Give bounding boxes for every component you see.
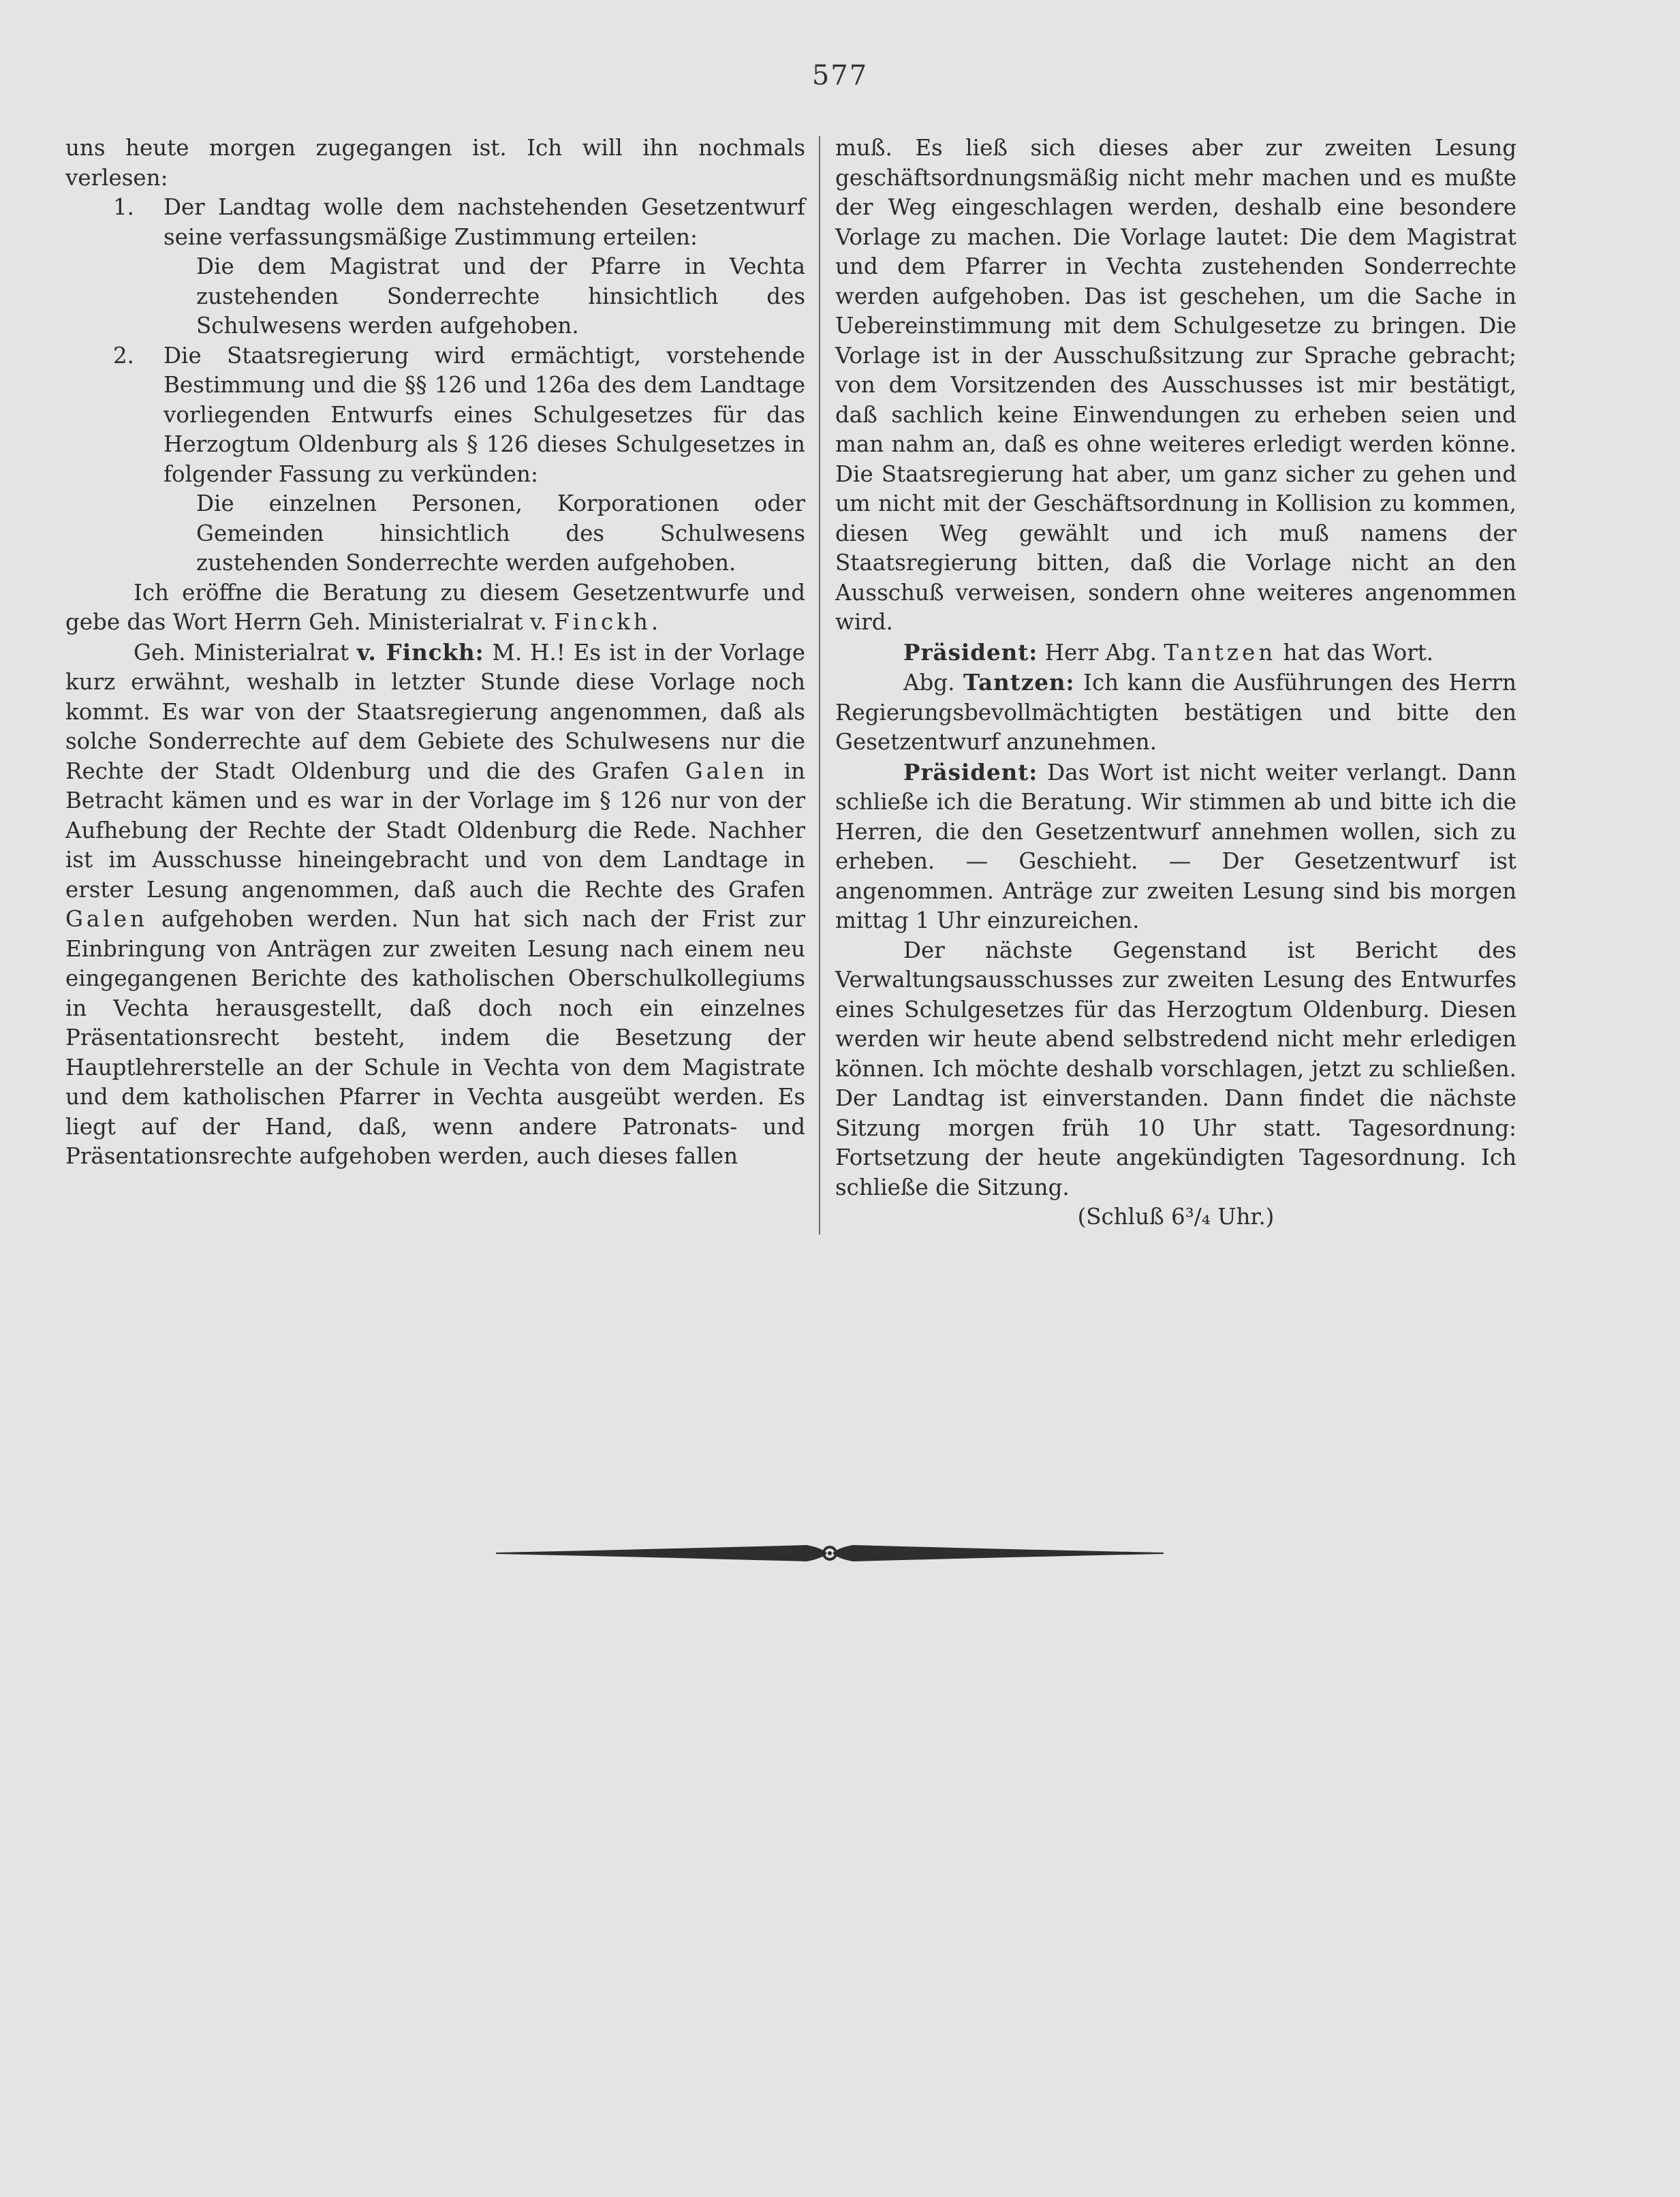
president-paragraph-1: [835, 638, 1516, 668]
left-column: [65, 134, 805, 1172]
president-label-1: Präsident:: [903, 638, 1038, 666]
opening-end: .: [651, 609, 659, 635]
continuation-paragraph: muß. Es ließ sich dieses aber zur zweiten Lesung geschäftsordnungsmäßig nicht mehr machen und es mußte der Weg eingeschlagen werden, deshalb eine besondere Vorlage zu machen. Die Vorlage lautet: Die dem Magistrat und dem Pfarrer in Vechta zustehenden Sonderrechte werden aufgehoben. Das ist geschehen, um die Sache in Uebereinstimmung mit dem Schulgesetze zu bringen. Die Vorlage ist in der Ausschußsitzung zur Sprache gebracht; von dem Vorsitzenden des Ausschusses ist mir bestätigt, daß sachlich keine Einwendungen zu erheben seien und man nahm an, daß es ohne weiteres erledigt werden könne. Die Staatsregierung hat aber, um ganz sicher zu gehen und um nicht mit der Geschäftsordnung in Kollision zu kommen, diesen Weg gewählt und ich muß namens der Staatsregierung bitten, daß die Vorlage nicht an den Ausschuß verweisen, sondern ohne weiteres angenommen wird.: [835, 135, 1516, 635]
quote-1: Die dem Magistrat und der Pfarre in Vechta zustehenden Sonderrechte hinsichtlich des Schulwesens werden aufgehoben.: [196, 253, 805, 339]
speech-paragraph: [65, 638, 805, 1172]
opening-text: Ich eröffne die Beratung zu diesem Gesetzentwurfe und gebe das Wort Herrn Geh. Ministerialrat v.: [65, 579, 805, 635]
list-number-2: 2.: [113, 342, 135, 369]
president-label-2: Präsident:: [903, 758, 1038, 785]
abg-text: Ich kann die Ausführungen des Herrn Regierungsbevollmächtigten bestätigen und bitte den Gesetzentwurf anzunehmen.: [835, 670, 1516, 755]
column-rule: [819, 136, 820, 1234]
next-item-paragraph: Der nächste Gegenstand ist Bericht des Verwaltungsausschusses zur zweiten Lesung des Entwurfes eines Schulgesetzes für das Herzogtum Oldenburg. Diesen werden wir heute abend selbstredend nicht mehr erledigen können. Ich möchte deshalb vorschlagen, jetzt zu schließen. Der Landtag ist einverstanden. Dann findet die nächste Sitzung morgen früh 10 Uhr statt. Tagesordnung: Fortsetzung der heute angekündigten Tagesordnung. Ich schließe die Sitzung.: [835, 937, 1516, 1200]
closing-note: (Schluß 6³/₄ Uhr.): [1077, 1204, 1275, 1230]
list-text-1: Der Landtag wolle dem nachstehenden Gesetzentwurf seine verfassungsmäßige Zustimmung erteilen:: [164, 194, 805, 250]
intro-paragraph: uns heute morgen zugegangen ist. Ich will ihn nochmals verlesen:: [65, 135, 805, 191]
speaker-title: Geh. Ministerialrat: [134, 639, 349, 666]
president-paragraph-2: [835, 758, 1516, 936]
abg-paragraph: [835, 668, 1516, 758]
ornament-divider-icon: [496, 1533, 1164, 1574]
abg-name: Tantzen:: [963, 669, 1075, 696]
president-text-2: Das Wort ist nicht weiter verlangt. Dann schließe ich die Beratung. Wir stimmen ab und bitte ich die Herren, die den Gesetzentwurf annehmen wollen, sich zu erheben. — Geschieht. — Der Gesetzentwurf ist angenommen. Anträge zur zweiten Lesung sind bis morgen mittag 1 Uhr einzureichen.: [835, 759, 1516, 933]
president-text-1b: hat das Wort.: [1283, 639, 1434, 666]
list-number-1: 1.: [113, 194, 135, 220]
opening-name: Finckh: [554, 609, 651, 635]
abg-label: Abg.: [903, 670, 955, 696]
list-item-1: [65, 193, 805, 252]
opening-paragraph: [65, 578, 805, 638]
quote-2: Die einzelnen Personen, Korporationen oder Gemeinden hinsichtlich des Schulwesens zustehenden Sonderrechte werden aufgehoben.: [196, 490, 805, 576]
president-text-1a: Herr Abg.: [1044, 639, 1157, 666]
right-column: [835, 134, 1516, 1232]
list-text-2: Die Staatsregierung wird ermächtigt, vorstehende Bestimmung und die §§ 126 und 126a des dem Landtage vorliegenden Entwurfs eines Schulgesetzes für das Herzogtum Oldenburg als § 126 dieses Schulgesetzes in folgender Fassung zu verkünden:: [164, 342, 805, 487]
page-number: 577: [811, 60, 869, 91]
speech-name-2: Galen: [65, 906, 148, 932]
speech-text-mid: in Betracht kämen und es war in der Vorlage im § 126 nur von der Aufhebung der Rechte der Stadt Oldenburg die Rede. Nachher ist im Ausschusse hineingebracht und von dem Landtage in erster Lesung angenommen, daß auch die Rechte des Grafen: [65, 758, 805, 903]
speech-text-end: aufgehoben werden. Nun hat sich nach der Frist zur Einbringung von Anträgen zur zweiten Lesung nach einem neu eingegangenen Berichte des katholischen Oberschulkollegiums in Vechta herausgestellt, daß doch noch ein einzelnes Präsentationsrecht besteht, indem die Besetzung der Hauptlehrerstelle an der Schule in Vechta von dem Magistrate und dem katholischen Pfarrer in Vechta ausgeübt werden. Es liegt auf der Hand, daß, wenn andere Patronats- und Präsentationsrechte aufgehoben werden, auch dieses fallen: [65, 906, 805, 1169]
speech-name-1: Galen: [685, 758, 768, 784]
speech-text: M. H.! Es ist in der Vorlage kurz erwähnt, weshalb in letzter Stunde diese Vorlage noch kommt. Es war von der Staatsregierung angenommen, daß als solche Sonderrechte auf dem Gebiete des Schulwesens nur die Rechte der Stadt Oldenburg und die des Grafen: [65, 639, 805, 784]
president-name-tantzen: Tantzen: [1164, 639, 1277, 666]
list-item-2: [65, 341, 805, 490]
speaker-name: v. Finckh:: [356, 638, 484, 666]
